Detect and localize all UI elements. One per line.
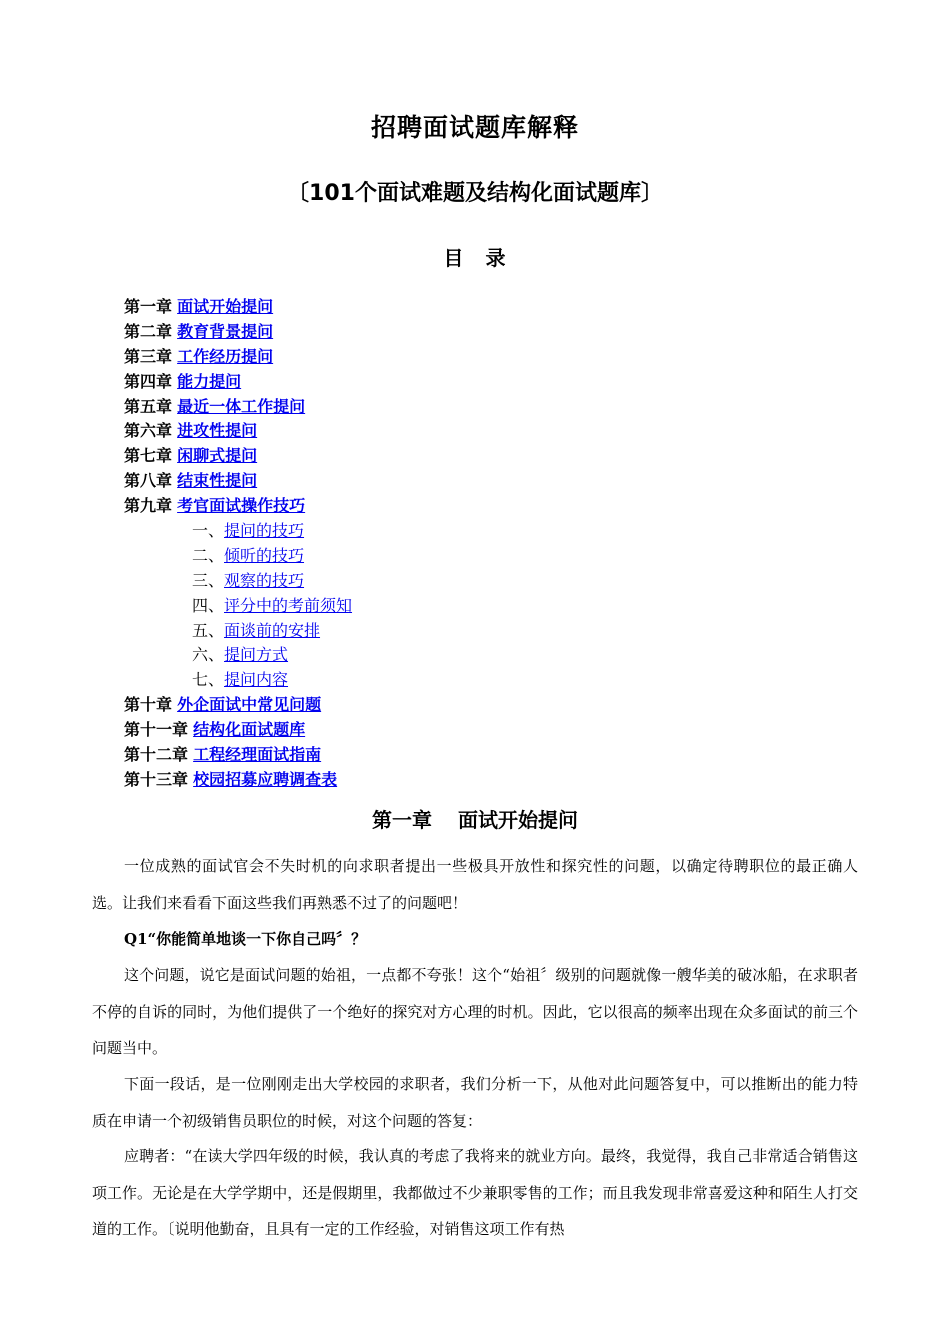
toc-subentry-number: 一、 [192, 521, 225, 541]
toc-heading: 目 录 [443, 246, 507, 270]
toc-link[interactable]: 外企面试中常见问题 [177, 695, 322, 715]
toc-link[interactable]: 面试开始提问 [177, 297, 274, 316]
toc-sublink[interactable]: 面谈前的安排 [224, 620, 321, 640]
toc-entry [124, 743, 352, 768]
toc-link[interactable]: 结束性提问 [177, 471, 258, 491]
toc-chapter-number: 第十章 [124, 695, 173, 715]
toc-chapter-number: 第十三章 [124, 769, 189, 789]
toc-subentry-number: 七、 [192, 670, 225, 690]
toc-subentry-number: 五、 [192, 620, 225, 640]
toc-sublink[interactable]: 观察的技巧 [224, 570, 305, 590]
toc-chapter-number: 第七章 [124, 446, 173, 466]
toc-entry [124, 419, 352, 444]
toc-link[interactable]: 进攻性提问 [177, 421, 258, 441]
toc-subentry [124, 643, 352, 668]
toc-link[interactable]: 工作经历提问 [177, 346, 274, 366]
toc-link[interactable]: 能力提问 [177, 371, 242, 391]
toc-link[interactable]: 工程经理面试指南 [193, 745, 322, 765]
toc-chapter-number: 第五章 [124, 396, 173, 416]
toc-sublink[interactable]: 倾听的技巧 [224, 545, 305, 565]
toc-subentry [124, 519, 352, 544]
body-paragraph: 这个问题，说它是面试问题的始祖，一点都不夸张！这个“始祖〞级别的问题就像一艘华美的破冰船，在求职者不停的自诉的同时，为他们提供了一个绝好的探究对方心理的时机。因此，它以很高的频率出现在众多面试的前三个问题当中。 [92, 966, 858, 1057]
toc-chapter-number: 第三章 [124, 346, 173, 366]
toc-entry [124, 494, 352, 519]
toc-subentry [124, 619, 352, 644]
toc-subentry [124, 668, 352, 693]
toc-subentry-number: 四、 [192, 595, 225, 615]
toc-entry [124, 345, 352, 370]
chapter-number: 第一章 [372, 808, 432, 832]
toc-entry [124, 693, 352, 718]
toc-entry [124, 718, 352, 743]
toc-link[interactable]: 结构化面试题库 [193, 720, 306, 740]
toc-subentry-number: 三、 [192, 570, 225, 590]
toc-chapter-number: 第六章 [124, 421, 173, 441]
toc-chapter-number: 第四章 [124, 371, 173, 391]
toc-chapter-number: 第二章 [124, 321, 173, 341]
toc-chapter-number: 第十二章 [124, 745, 189, 765]
body-paragraph: 下面一段话，是一位刚刚走出大学校园的求职者，我们分析一下，从他对此问题答复中，可以推断出的能力特质在申请一个初级销售员职位的时候，对这个问题的答复： [92, 1075, 858, 1130]
chapter-title: 面试开始提问 [458, 808, 578, 832]
toc-chapter-number: 第八章 [124, 471, 173, 491]
toc-subentry [124, 544, 352, 569]
toc-entry [124, 469, 352, 494]
toc-entry [124, 320, 352, 345]
intro-paragraph: 一位成熟的面试官会不失时机的向求职者提出一些极具开放性和探究性的问题，以确定待聘职位的最正确人选。让我们来看看下面这些我们再熟悉不过了的问题吧！ [92, 857, 858, 912]
toc-subentry [124, 569, 352, 594]
toc-subentry-number: 二、 [192, 545, 225, 565]
toc-link[interactable]: 最近一体工作提问 [177, 396, 306, 416]
toc-sublink[interactable]: 提问方式 [224, 645, 289, 665]
toc-entry [124, 444, 352, 469]
toc-link[interactable]: 教育背景提问 [177, 321, 274, 341]
chapter-heading [0, 804, 950, 833]
toc-link[interactable]: 考官面试操作技巧 [177, 496, 306, 516]
toc-sublink[interactable]: 评分中的考前须知 [224, 595, 353, 615]
toc-entry [124, 395, 352, 420]
document-title: 招聘面试题库解释 [370, 113, 579, 142]
toc-chapter-number: 第十一章 [124, 720, 189, 740]
table-of-contents [124, 295, 352, 793]
toc-subentry [124, 594, 352, 619]
toc-chapter-number: 第一章 [124, 297, 173, 316]
toc-sublink[interactable]: 提问内容 [224, 670, 289, 690]
document-subtitle: 〔101个面试难题及结构化面试题库〕 [287, 181, 663, 206]
toc-entry [124, 370, 352, 395]
toc-entry [124, 768, 352, 793]
toc-subentry-number: 六、 [192, 645, 225, 665]
question-title: Q1“你能简单地谈一下你自己吗〞？ [124, 930, 367, 948]
toc-link[interactable]: 校园招募应聘调查表 [193, 769, 338, 789]
toc-sublink[interactable]: 提问的技巧 [224, 521, 305, 541]
toc-link[interactable]: 闲聊式提问 [177, 446, 258, 466]
body-paragraph: 应聘者：“在读大学四年级的时候，我认真的考虑了我将来的就业方向。最终，我觉得，我自己非常适合销售这项工作。无论是在大学学期中，还是假期里，我都做过不少兼职零售的工作；而且我发现非常喜爱这种和陌生人打交道的工作。〔说明他勤奋，且具有一定的工作经验，对销售这项工作有热 [92, 1147, 858, 1238]
toc-chapter-number: 第九章 [124, 496, 173, 516]
toc-entry [124, 295, 352, 320]
